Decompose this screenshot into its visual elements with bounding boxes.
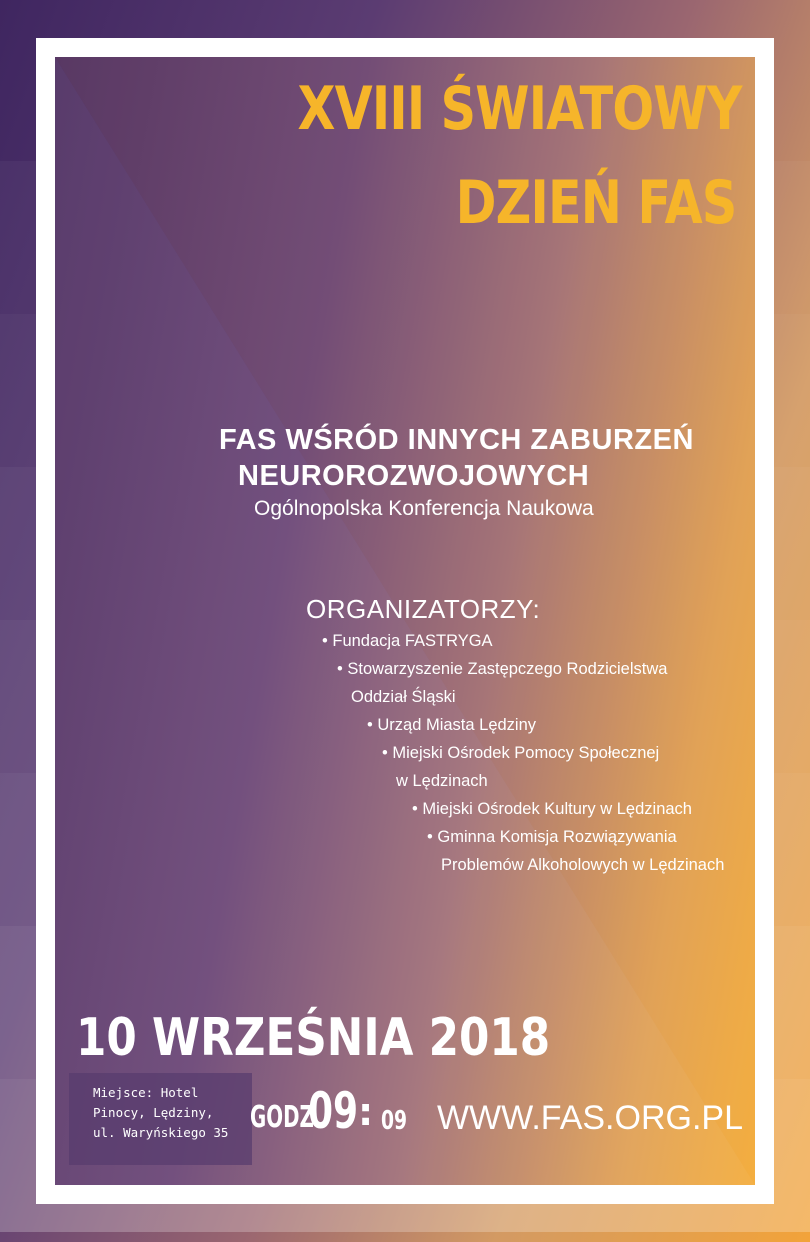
organizers-heading: ORGANIZATORZY: — [306, 594, 541, 624]
organizer-line: • Urząd Miasta Lędziny — [367, 716, 537, 734]
time-label: GODZ — [250, 1100, 314, 1135]
organizer-line: • Gminna Komisja Rozwiązywania — [427, 828, 677, 846]
event-title-line2: DZIEŃ FAS — [455, 168, 736, 238]
time-minutes: 09 — [381, 1106, 408, 1136]
website-link[interactable]: WWW.FAS.ORG.PL — [436, 1099, 743, 1137]
organizer-line: • Miejski Ośrodek Pomocy Społecznej — [382, 744, 660, 762]
event-date: 10 WRZEŚNIA 2018 — [76, 1008, 551, 1068]
place-line: ul. Waryńskiego 35 — [93, 1125, 229, 1140]
conference-title-line2: NEUROROZWOJOWYCH — [238, 460, 590, 492]
organizer-line: • Fundacja FASTRYGA — [322, 632, 493, 650]
conference-subtitle: Ogólnopolska Konferencja Naukowa — [254, 497, 594, 520]
organizer-line: • Stowarzyszenie Zastępczego Rodzicielstwa — [337, 660, 668, 678]
event-title-line1: XVIII ŚWIATOWY — [297, 74, 742, 144]
conference-title-line1: FAS WŚRÓD INNYCH ZABURZEŃ — [219, 424, 694, 456]
time-hours: 09 — [308, 1082, 359, 1140]
place-line: Miejsce: Hotel — [93, 1085, 199, 1100]
place-line: Pinocy, Lędziny, — [93, 1105, 214, 1120]
organizer-line: Oddział Śląski — [351, 688, 456, 706]
event-place-box — [69, 1073, 252, 1165]
time-separator: : — [358, 1090, 374, 1134]
organizer-line: • Miejski Ośrodek Kultury w Lędzinach — [412, 800, 692, 818]
organizer-line: Problemów Alkoholowych w Lędzinach — [441, 856, 725, 874]
organizer-line: w Lędzinach — [396, 772, 488, 790]
